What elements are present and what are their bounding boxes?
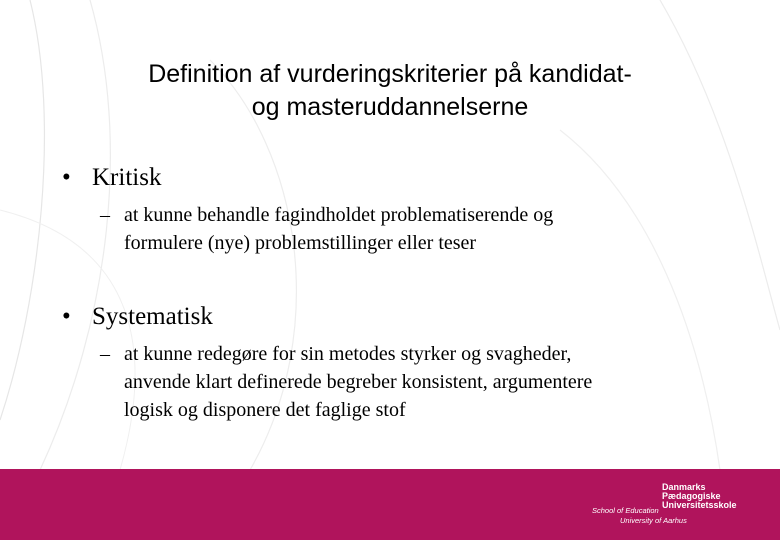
slide-title-line-2: og masteruddannelserne	[251, 93, 529, 121]
sub-bullet-systematisk	[100, 340, 592, 424]
sub-bullet-kritisk	[100, 201, 553, 257]
school-of-education-text: School of Education	[592, 506, 659, 515]
bullet-systematisk	[62, 302, 213, 332]
sub-bullet-line: formulere (nye) problemstillinger eller teser	[124, 232, 477, 254]
sub-bullet-marker: –	[100, 204, 110, 226]
university-of-aarhus-text: University of Aarhus	[620, 516, 687, 525]
logo-line-2: Pædagogiske	[662, 491, 721, 501]
university-logo	[590, 483, 770, 528]
sub-bullet-line: at kunne behandle fagindholdet problematiserende og	[124, 204, 554, 226]
logo-line-1: Danmarks	[662, 482, 706, 492]
logo-wordmark	[662, 483, 737, 510]
sub-bullet-line: anvende klart definerede begreber konsistent, argumentere	[124, 371, 593, 393]
bullet-label: Systematisk	[92, 303, 213, 330]
bullet-label: Kritisk	[92, 164, 162, 191]
sub-bullet-line: at kunne redegøre for sin metodes styrker og svagheder,	[124, 343, 572, 365]
bullet-marker: •	[62, 303, 71, 330]
footer-bar	[0, 469, 780, 540]
bullet-marker: •	[62, 164, 71, 191]
logo-line-3: Universitetsskole	[662, 500, 737, 510]
slide-title	[40, 58, 740, 124]
bullet-kritisk	[62, 163, 161, 193]
sub-bullet-marker: –	[100, 343, 110, 365]
sub-bullet-line: logisk og disponere det faglige stof	[124, 399, 406, 421]
slide-title-line-1: Definition af vurderingskriterier på kandidat-	[148, 60, 632, 88]
